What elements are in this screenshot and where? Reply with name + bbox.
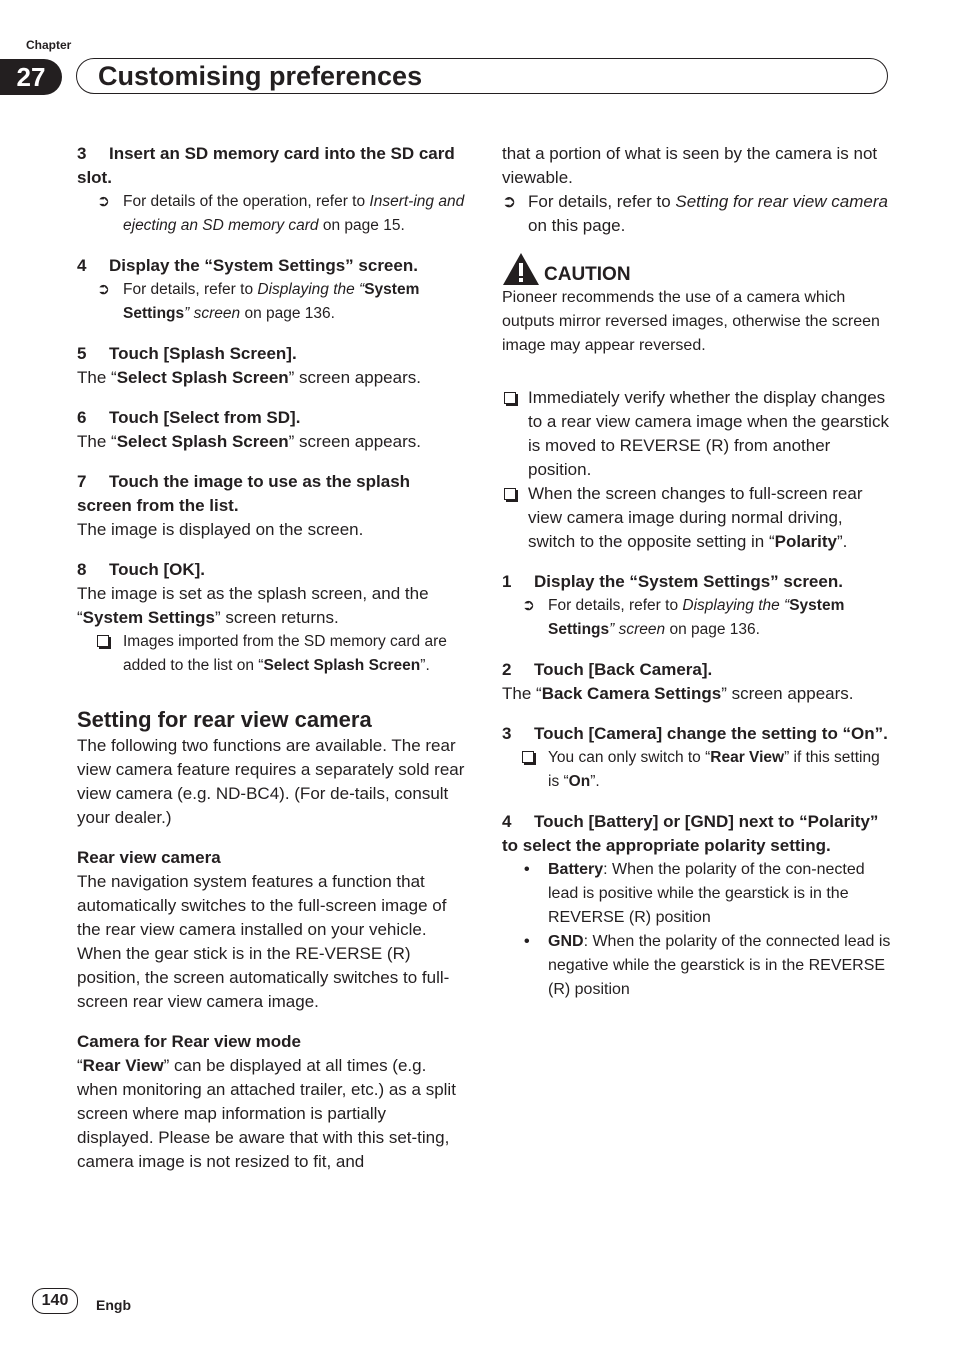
arrow-right-icon: ➲: [97, 281, 110, 298]
note-polarity-switch: When the screen changes to full-screen rear view camera image during normal driving, switch to the opposite setting in “Polarity”.: [502, 482, 892, 554]
chapter-label: Chapter: [26, 38, 72, 52]
section-title: Setting for rear view camera: [77, 707, 372, 732]
step-8-result: The image is set as the splash screen, and the “System Settings” screen returns.: [77, 584, 429, 627]
right-step-3: 3 Touch [Camera] change the setting to “On”.: [502, 724, 888, 743]
right-step-4: 4 Touch [Battery] or [GND] next to “Polarity” to select the appropriate polarity setting.: [502, 812, 879, 855]
bullet-battery: • Battery: When the polarity of the con-nected lead is positive while the gearstick is in the REVERSE (R) position: [502, 858, 892, 930]
checkbox-square-icon: [504, 392, 516, 404]
step-6-result: The “Select Splash Screen” screen appears.: [77, 432, 421, 451]
arrow-right-icon: ➲: [522, 597, 535, 614]
note-right-step-3: You can only switch to “Rear View” if this setting is “On”.: [502, 746, 892, 794]
checkbox-square-icon: [522, 751, 534, 763]
note-step-3: ➲ For details of the operation, refer to Insert-ing and ejecting an SD memory card on page 15.: [77, 190, 467, 238]
chapter-number-badge: 27: [0, 59, 62, 95]
note-see-section: ➲ For details, refer to Setting for rear view camera on this page.: [502, 192, 888, 235]
continued-text: that a portion of what is seen by the camera is not viewable.: [502, 144, 878, 187]
left-column: [77, 142, 467, 1174]
note-verify-display: Immediately verify whether the display changes to a rear view camera image when the gearstick is moved to REVERSE (R) from another position.: [502, 386, 892, 482]
warning-triangle-icon: [502, 252, 540, 286]
note-step-4: ➲ For details, refer to Displaying the “System Settings” screen on page 136.: [77, 278, 467, 326]
right-step-1: 1 Display the “System Settings” screen.: [502, 572, 843, 591]
step-7-result: The image is displayed on the screen.: [77, 520, 364, 539]
rear-view-camera-body: The navigation system features a function that automatically switches to the full-screen image of the rear view camera installed on your vehicle. When the gear stick is in the RE-VERSE (R) position, the screen automatically switches to full-screen rear view camera image.: [77, 872, 450, 1011]
step-7: 7 Touch the image to use as the splash screen from the list.: [77, 472, 411, 515]
checkbox-square-icon: [97, 635, 109, 647]
language-code: Engb: [96, 1297, 131, 1313]
step-8: 8 Touch [OK].: [77, 560, 205, 579]
bullet-dot-icon: •: [524, 933, 530, 950]
arrow-right-icon: ➲: [502, 192, 517, 211]
caution-label: CAUTION: [544, 264, 631, 285]
subheading-camera-rear-view-mode: Camera for Rear view mode: [77, 1032, 301, 1051]
step-3: 3 Insert an SD memory card into the SD card slot.: [77, 144, 455, 187]
right-step-2-result: The “Back Camera Settings” screen appears.: [502, 684, 854, 703]
bullet-dot-icon: •: [524, 861, 530, 878]
note-step-8: Images imported from the SD memory card are added to the list on “Select Splash Screen”.: [77, 630, 467, 678]
bullet-gnd: • GND: When the polarity of the connected lead is negative while the gearstick is in the REVERSE (R) position: [502, 930, 892, 1002]
right-step-2: 2 Touch [Back Camera].: [502, 660, 713, 679]
step-5: 5 Touch [Splash Screen].: [77, 344, 297, 363]
arrow-right-icon: ➲: [97, 193, 110, 210]
note-right-step-1: ➲ For details, refer to Displaying the “System Settings” screen on page 136.: [502, 594, 892, 642]
step-5-result: The “Select Splash Screen” screen appears.: [77, 368, 421, 387]
subheading-rear-view-camera: Rear view camera: [77, 848, 221, 867]
camera-rear-view-mode-body: “Rear View” can be displayed at all times (e.g. when monitoring an attached trailer, etc.) as a split screen where map information is partially displayed. Please be aware that with this set-ting, camera image is not resized to fit, and: [77, 1056, 456, 1171]
section-intro: The following two functions are available. The rear view camera feature requires a separately sold rear view camera (e.g. ND-BC4). (For de-tails, consult your dealer.): [77, 736, 465, 827]
step-4: 4 Display the “System Settings” screen.: [77, 256, 418, 275]
step-6: 6 Touch [Select from SD].: [77, 408, 301, 427]
page-number: 140: [32, 1288, 78, 1314]
caution-heading: [502, 246, 892, 286]
page-title: Customising preferences: [98, 61, 423, 91]
checkbox-square-icon: [504, 488, 516, 500]
right-column: [502, 142, 892, 1002]
caution-body: Pioneer recommends the use of a camera which outputs mirror reversed images, otherwise the screen image may appear reversed.: [502, 289, 880, 354]
